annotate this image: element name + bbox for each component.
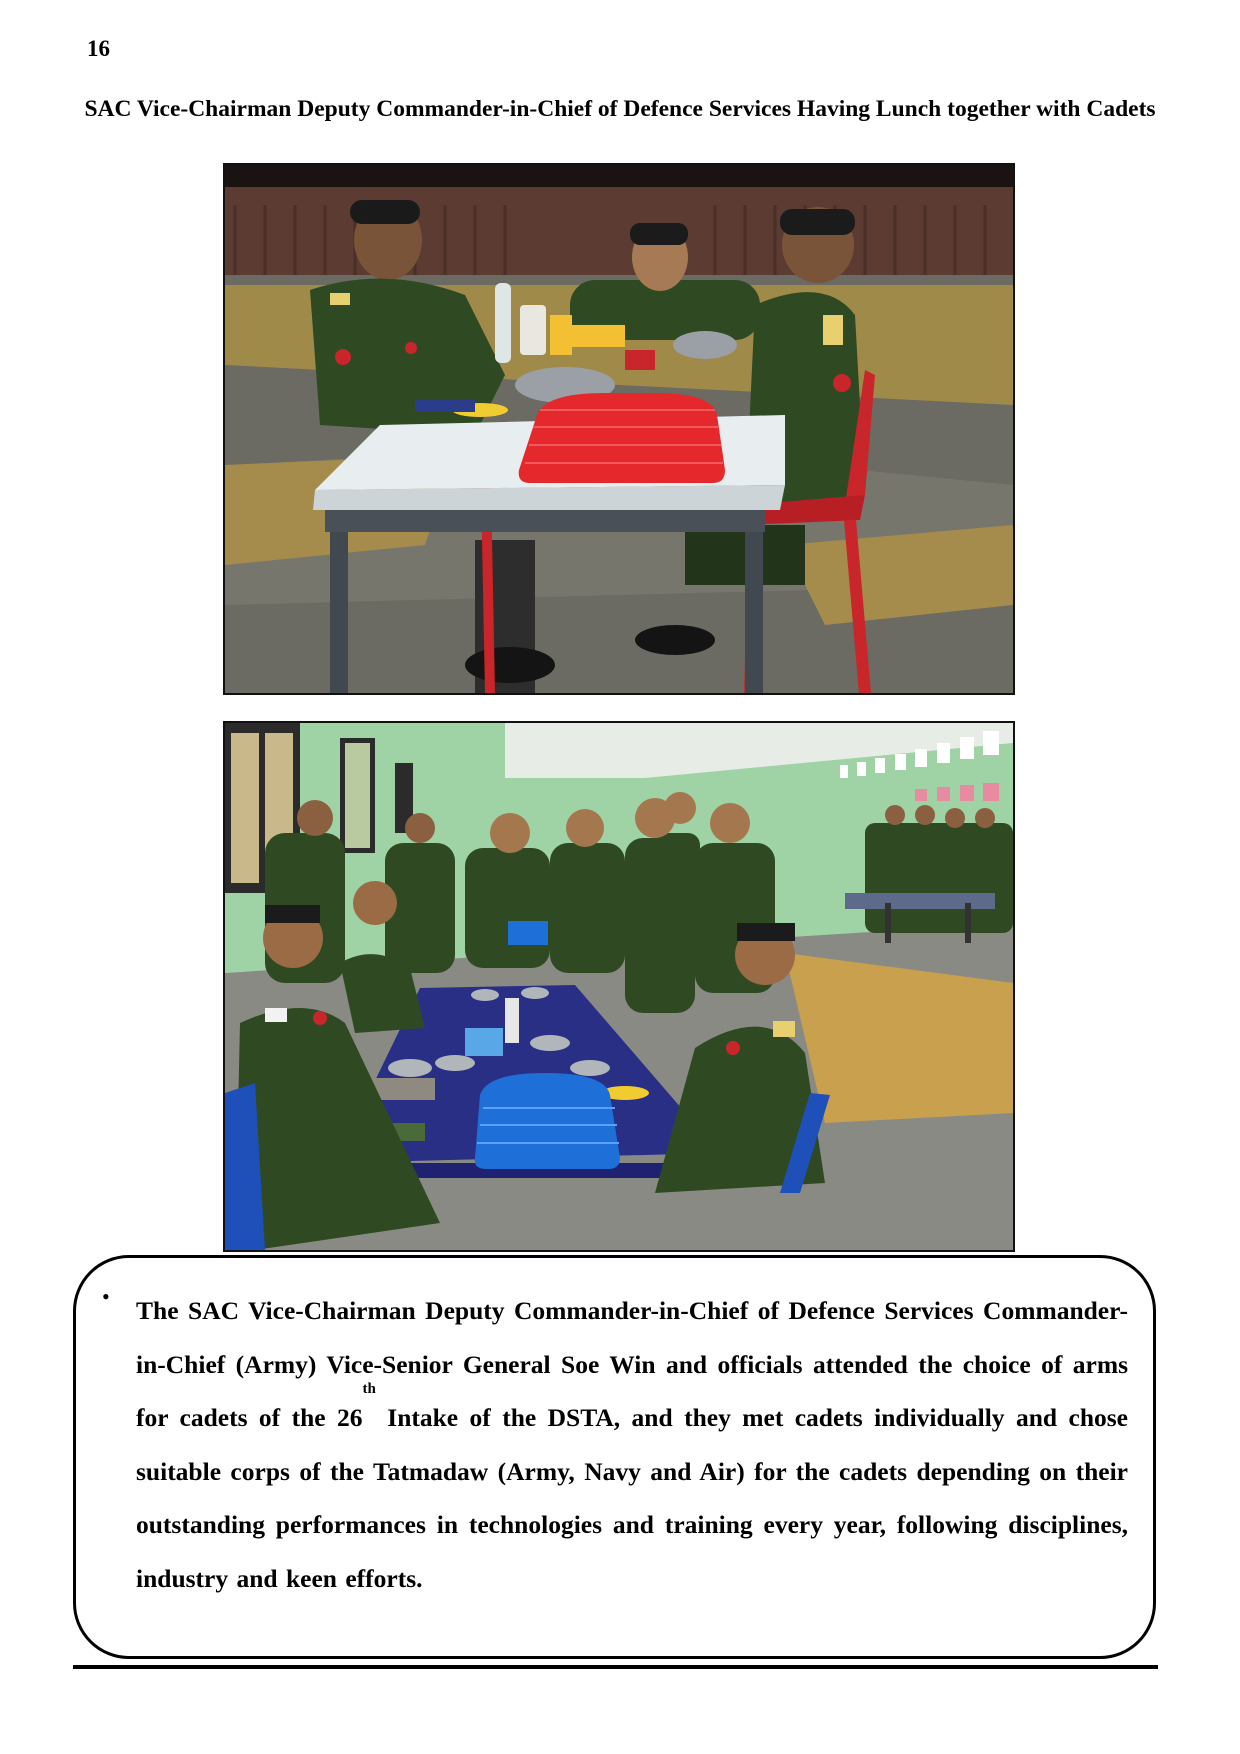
dining-hall-photo-bottom (223, 721, 1015, 1252)
page-number: 16 (87, 36, 110, 61)
caption-text (136, 1284, 1128, 1605)
page-title: SAC Vice-Chairman Deputy Commander-in-Chief of Defence Services Having Lunch together with Cadets (84, 96, 1156, 122)
bottom-divider (73, 1665, 1158, 1669)
caption-text-main: The SAC Vice-Chairman Deputy Commander-in-Chief of Defence Services Commander-in-Chief (Army) Vice-Senior General Soe Win and officials attended the choice of arms for cadets of the 26 (136, 1296, 1128, 1432)
caption-box (73, 1255, 1156, 1659)
caption-text-rest: Intake of the DSTA, and they met cadets individually and chose suitable corps of the Tatmadaw (Army, Navy and Air) for the cadets depending on their outstanding performances in technologies and training every year, following disciplines, industry and keen efforts. (136, 1403, 1128, 1593)
caption-superscript: th (362, 1381, 376, 1397)
lunch-photo-top (223, 163, 1015, 695)
bullet-dot-icon: • (102, 1284, 110, 1309)
